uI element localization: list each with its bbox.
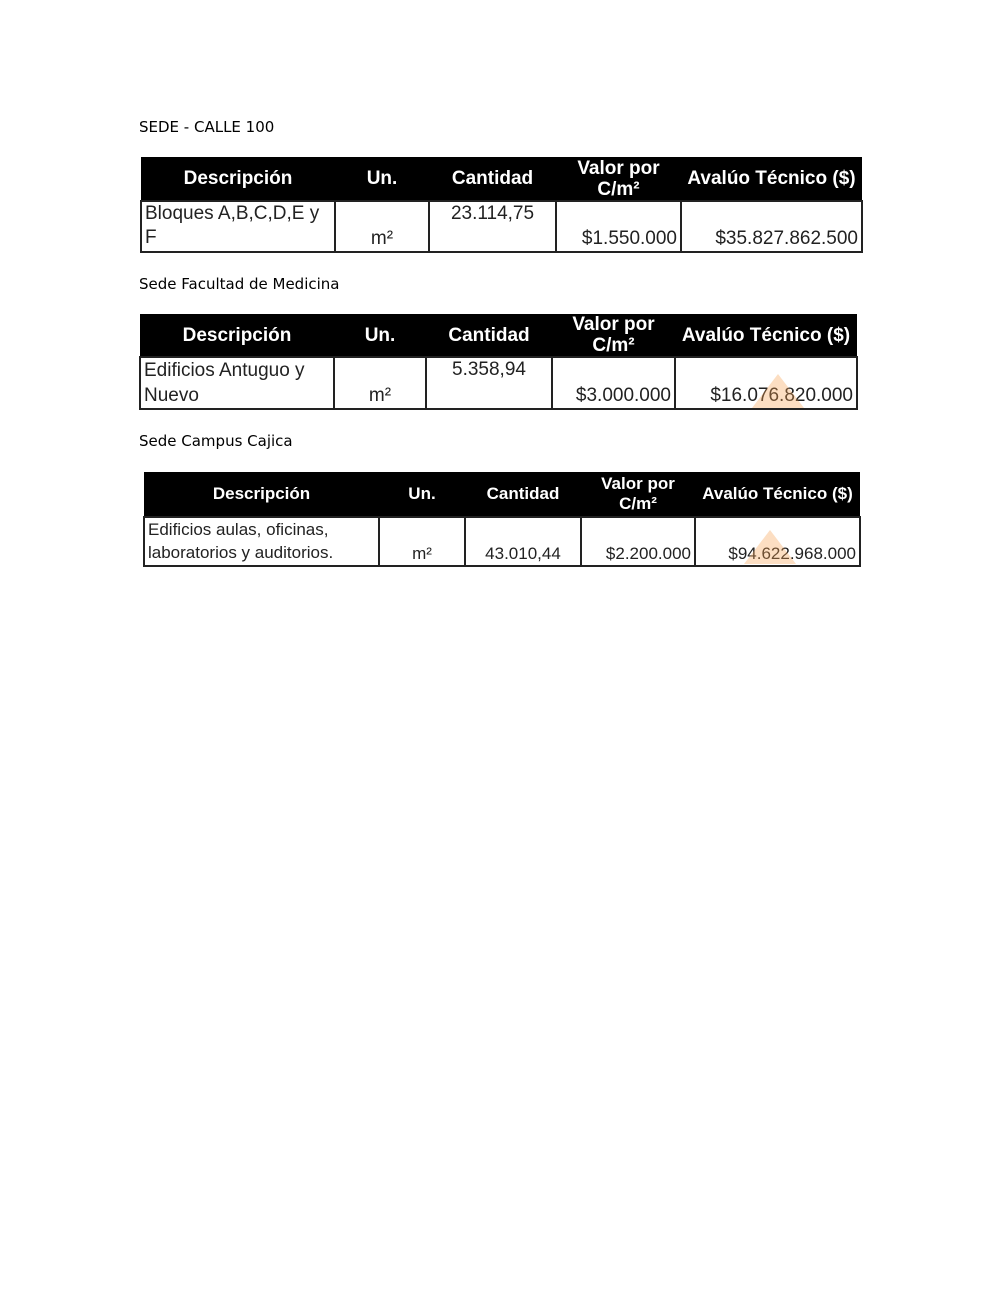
col-header-cantidad: Cantidad bbox=[429, 157, 556, 201]
col-header-un: Un. bbox=[379, 472, 465, 517]
col-header-valor-line1: Valor por bbox=[577, 157, 660, 179]
cell-descripcion: Bloques A,B,C,D,E y F bbox=[141, 201, 335, 252]
table-header-row bbox=[144, 472, 860, 517]
cell-avaluo: $94.622.968.000 bbox=[695, 517, 860, 566]
section-heading-facultad-medicina: Sede Facultad de Medicina bbox=[139, 275, 340, 293]
cell-un: m² bbox=[335, 201, 429, 252]
col-header-avaluo: Avalúo Técnico ($) bbox=[675, 314, 857, 357]
col-header-cantidad: Cantidad bbox=[465, 472, 581, 517]
table-header-row bbox=[141, 157, 862, 201]
cell-valor: $3.000.000 bbox=[552, 357, 675, 409]
col-header-avaluo: Avalúo Técnico ($) bbox=[695, 472, 860, 517]
cell-avaluo: $35.827.862.500 bbox=[681, 201, 862, 252]
cell-descripcion: Edificios aulas, oficinas, laboratorios y auditorios. bbox=[144, 517, 379, 566]
col-header-valor-line2: C/m² bbox=[592, 335, 635, 356]
col-header-valor-line2: C/m² bbox=[597, 178, 640, 200]
cell-cantidad: 43.010,44 bbox=[465, 517, 581, 566]
table-row bbox=[141, 201, 862, 252]
col-header-valor bbox=[581, 472, 695, 517]
col-header-cantidad: Cantidad bbox=[426, 314, 552, 357]
cell-cantidad: 5.358,94 bbox=[426, 357, 552, 409]
cell-cantidad: 23.114,75 bbox=[429, 201, 556, 252]
valuation-table-facultad-medicina bbox=[139, 314, 858, 410]
col-header-un: Un. bbox=[334, 314, 426, 357]
col-header-descripcion: Descripción bbox=[140, 314, 334, 357]
col-header-descripcion: Descripción bbox=[141, 157, 335, 201]
cell-descripcion: Edificios Antuguo y Nuevo bbox=[140, 357, 334, 409]
col-header-valor bbox=[552, 314, 675, 357]
table-row bbox=[140, 357, 857, 409]
cell-avaluo: $16.076.820.000 bbox=[675, 357, 857, 409]
valuation-table-calle-100 bbox=[140, 157, 863, 253]
col-header-valor bbox=[556, 157, 681, 201]
col-header-valor-line2: C/m² bbox=[619, 494, 657, 513]
table-header-row bbox=[140, 314, 857, 357]
col-header-valor-line1: Valor por bbox=[601, 474, 675, 493]
col-header-valor-line1: Valor por bbox=[572, 314, 655, 335]
col-header-descripcion: Descripción bbox=[144, 472, 379, 517]
table-row bbox=[144, 517, 860, 566]
col-header-avaluo: Avalúo Técnico ($) bbox=[681, 157, 862, 201]
cell-valor: $1.550.000 bbox=[556, 201, 681, 252]
cell-valor: $2.200.000 bbox=[581, 517, 695, 566]
section-heading-campus-cajica: Sede Campus Cajica bbox=[139, 432, 293, 450]
cell-un: m² bbox=[379, 517, 465, 566]
valuation-table-campus-cajica bbox=[143, 472, 861, 567]
cell-un: m² bbox=[334, 357, 426, 409]
col-header-un: Un. bbox=[335, 157, 429, 201]
section-heading-calle-100: SEDE - CALLE 100 bbox=[139, 118, 275, 136]
